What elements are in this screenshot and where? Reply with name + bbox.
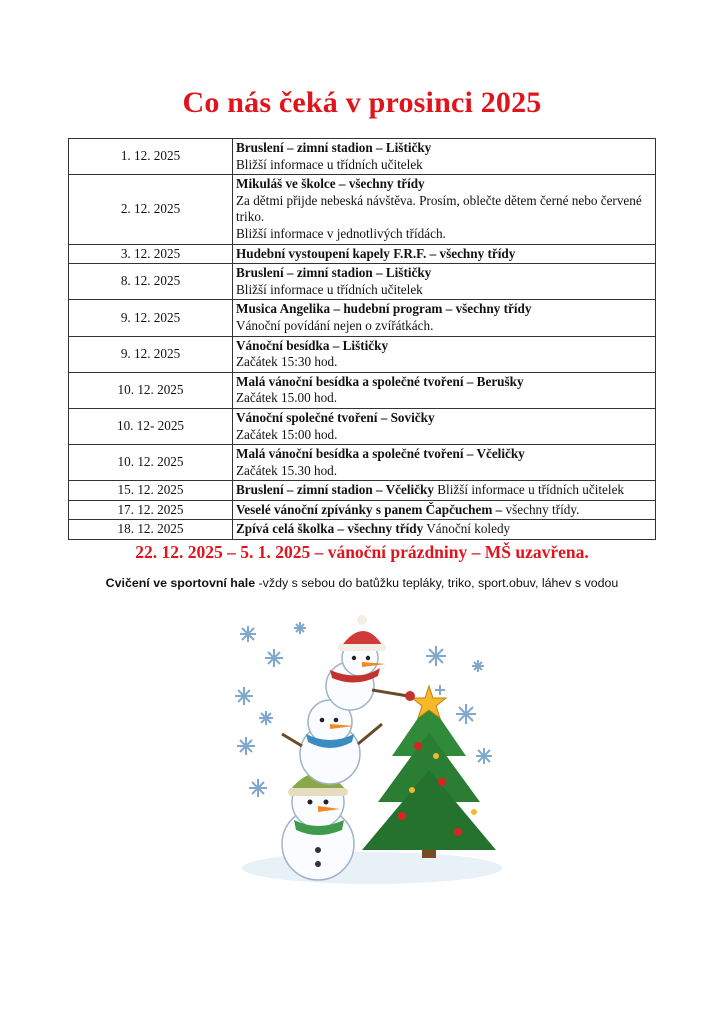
schedule-description <box>233 336 656 372</box>
schedule-description <box>233 139 656 175</box>
description-line <box>236 354 652 371</box>
event-detail: Začátek 15:30 hod. <box>236 354 338 370</box>
schedule-row <box>69 445 656 481</box>
sport-note-text: -vždy s sebou do batůžku tepláky, triko, sport.obuv, láhev s vodou <box>255 576 619 590</box>
description-line <box>236 410 652 427</box>
event-detail: Za dětmi přijde nebeská návštěva. Prosím, oblečte dětem černé nebo červené triko. <box>236 192 642 225</box>
schedule-row <box>69 481 656 501</box>
event-title: Bruslení – zimní stadion – Lištičky <box>236 265 432 281</box>
schedule-description <box>233 300 656 336</box>
schedule-description <box>233 372 656 408</box>
schedule-date: 10. 12- 2025 <box>69 408 233 444</box>
schedule-date: 2. 12. 2025 <box>69 175 233 244</box>
event-detail: Vánoční povídání nejen o zvířátkách. <box>236 317 434 333</box>
schedule-table <box>68 138 656 540</box>
schedule-row <box>69 139 656 175</box>
description-line <box>236 374 652 391</box>
schedule-row <box>69 336 656 372</box>
top-snowman <box>326 615 415 710</box>
description-line <box>236 265 652 282</box>
schedule-date: 10. 12. 2025 <box>69 372 233 408</box>
event-title: Vánoční besídka – Lištičky <box>236 337 389 353</box>
schedule-row <box>69 244 656 264</box>
schedule-description <box>233 175 656 244</box>
event-title: Veselé vánoční zpívánky s panem Čapčuchem – <box>236 501 503 517</box>
schedule-description <box>233 500 656 520</box>
event-detail: Začátek 15.00 hod. <box>236 390 338 406</box>
schedule-description <box>233 408 656 444</box>
christmas-tree <box>362 686 496 858</box>
event-title: Hudební vystoupení kapely F.R.F. – všechny třídy <box>236 245 516 261</box>
schedule-date: 8. 12. 2025 <box>69 264 233 300</box>
schedule-date: 10. 12. 2025 <box>69 445 233 481</box>
event-title: Malá vánoční besídka a společné tvoření – Včeličky <box>236 446 525 462</box>
event-title: Vánoční společné tvoření – Sovičky <box>236 409 435 425</box>
event-detail: Bližší informace v jednotlivých třídách. <box>236 225 446 241</box>
description-line <box>236 390 652 407</box>
description-line <box>236 176 652 193</box>
sport-note-label: Cvičení ve sportovní hale <box>105 576 256 590</box>
schedule-date: 17. 12. 2025 <box>69 500 233 520</box>
description-line <box>236 446 652 463</box>
event-detail: Vánoční koledy <box>423 521 511 537</box>
description-line <box>236 226 652 243</box>
description-line <box>236 246 652 263</box>
schedule-date: 9. 12. 2025 <box>69 300 233 336</box>
description-line <box>236 521 652 538</box>
schedule-row <box>69 408 656 444</box>
schedule-date: 18. 12. 2025 <box>69 520 233 540</box>
description-line <box>236 301 652 318</box>
page-title: Co nás čeká v prosinci 2025 <box>182 86 542 119</box>
holiday-notice: 22. 12. 2025 – 5. 1. 2025 – vánoční prázdniny – MŠ uzavřena. <box>135 542 589 562</box>
schedule-row <box>69 300 656 336</box>
event-detail: Bližší informace u třídních učitelek <box>433 482 625 498</box>
schedule-description <box>233 244 656 264</box>
event-title: Zpívá celá školka – všechny třídy <box>236 521 424 537</box>
description-line <box>236 502 652 519</box>
snowmen-christmas-tree-illustration <box>222 606 512 896</box>
event-title: Malá vánoční besídka a společné tvoření – Berušky <box>236 373 524 389</box>
event-detail: všechny třídy. <box>502 501 580 517</box>
description-line <box>236 282 652 299</box>
sport-note <box>0 576 724 590</box>
event-detail: Začátek 15.30 hod. <box>236 462 338 478</box>
description-line <box>236 193 652 226</box>
schedule-date: 1. 12. 2025 <box>69 139 233 175</box>
schedule-row <box>69 500 656 520</box>
schedule-row <box>69 520 656 540</box>
description-line <box>236 338 652 355</box>
description-line <box>236 482 652 499</box>
event-detail: Bližší informace u třídních učitelek <box>236 281 423 297</box>
event-title: Bruslení – zimní stadion – Lištičky <box>236 140 432 155</box>
bottom-snowman <box>282 773 354 880</box>
description-line <box>236 318 652 335</box>
schedule-date: 3. 12. 2025 <box>69 244 233 264</box>
schedule-row <box>69 264 656 300</box>
description-line <box>236 463 652 480</box>
event-title: Bruslení – zimní stadion – Včeličky <box>236 482 434 498</box>
schedule-description <box>233 264 656 300</box>
schedule-date: 9. 12. 2025 <box>69 336 233 372</box>
description-line <box>236 157 652 174</box>
middle-snowman <box>282 700 382 784</box>
schedule-description <box>233 520 656 540</box>
event-title: Musica Angelika – hudební program – všechny třídy <box>236 301 532 317</box>
event-detail: Bližší informace u třídních učitelek <box>236 156 423 172</box>
event-title: Mikuláš ve školce – všechny třídy <box>236 176 425 192</box>
description-line <box>236 140 652 157</box>
schedule-description <box>233 445 656 481</box>
event-detail: Začátek 15:00 hod. <box>236 426 338 442</box>
schedule-date: 15. 12. 2025 <box>69 481 233 501</box>
schedule-row <box>69 372 656 408</box>
description-line <box>236 427 652 444</box>
schedule-row <box>69 175 656 244</box>
schedule-description <box>233 481 656 501</box>
